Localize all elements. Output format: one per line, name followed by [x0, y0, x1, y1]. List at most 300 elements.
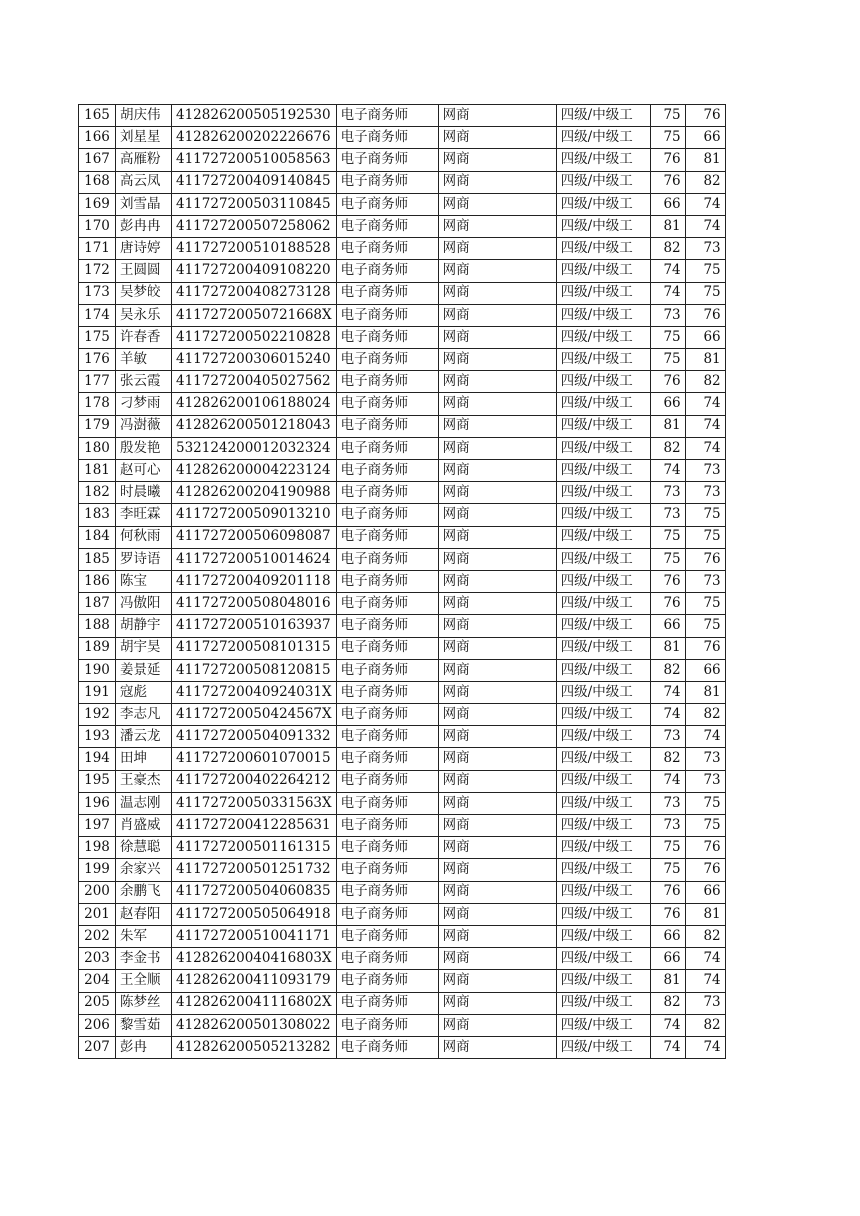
direction-cell: 网商 [438, 482, 556, 504]
level-cell: 四级/中级工 [556, 415, 650, 437]
table-row [79, 304, 726, 326]
row-number-cell: 193 [79, 726, 116, 748]
student-name-cell: 姜景延 [116, 659, 172, 681]
student-name-cell: 冯澍薇 [116, 415, 172, 437]
score-theory-cell: 74 [650, 770, 685, 792]
student-name-cell: 赵可心 [116, 460, 172, 482]
score-practice-cell: 74 [685, 193, 725, 215]
occupation-cell: 电子商务师 [336, 260, 438, 282]
level-cell: 四级/中级工 [556, 371, 650, 393]
score-theory-cell: 76 [650, 570, 685, 592]
student-name-cell: 刘星星 [116, 127, 172, 149]
score-theory-cell: 73 [650, 482, 685, 504]
table-row [79, 881, 726, 903]
score-theory-cell: 73 [650, 815, 685, 837]
direction-cell: 网商 [438, 992, 556, 1014]
row-number-cell: 186 [79, 570, 116, 592]
row-number-cell: 200 [79, 881, 116, 903]
row-number-cell: 181 [79, 460, 116, 482]
score-practice-cell: 82 [685, 704, 725, 726]
row-number-cell: 185 [79, 548, 116, 570]
occupation-cell: 电子商务师 [336, 770, 438, 792]
row-number-cell: 202 [79, 925, 116, 947]
row-number-cell: 171 [79, 238, 116, 260]
student-name-cell: 唐诗婷 [116, 238, 172, 260]
student-name-cell: 张云霞 [116, 371, 172, 393]
occupation-cell: 电子商务师 [336, 349, 438, 371]
occupation-cell: 电子商务师 [336, 526, 438, 548]
student-name-cell: 吴永乐 [116, 304, 172, 326]
score-theory-cell: 81 [650, 637, 685, 659]
row-number-cell: 199 [79, 859, 116, 881]
row-number-cell: 168 [79, 171, 116, 193]
direction-cell: 网商 [438, 171, 556, 193]
occupation-cell: 电子商务师 [336, 193, 438, 215]
occupation-cell: 电子商务师 [336, 815, 438, 837]
occupation-cell: 电子商务师 [336, 748, 438, 770]
row-number-cell: 201 [79, 903, 116, 925]
score-practice-cell: 66 [685, 881, 725, 903]
table-row [79, 970, 726, 992]
table-row [79, 1014, 726, 1036]
row-number-cell: 174 [79, 304, 116, 326]
id-number-cell: 411727200508048016 [172, 593, 337, 615]
score-theory-cell: 81 [650, 970, 685, 992]
row-number-cell: 205 [79, 992, 116, 1014]
score-theory-cell: 74 [650, 1014, 685, 1036]
id-number-cell: 411727200508101315 [172, 637, 337, 659]
score-theory-cell: 75 [650, 837, 685, 859]
level-cell: 四级/中级工 [556, 1014, 650, 1036]
occupation-cell: 电子商务师 [336, 681, 438, 703]
id-number-cell: 412826200204190988 [172, 482, 337, 504]
level-cell: 四级/中级工 [556, 1036, 650, 1058]
score-practice-cell: 75 [685, 260, 725, 282]
student-name-cell: 朱军 [116, 925, 172, 947]
direction-cell: 网商 [438, 304, 556, 326]
level-cell: 四级/中级工 [556, 149, 650, 171]
table-row [79, 149, 726, 171]
score-theory-cell: 82 [650, 238, 685, 260]
row-number-cell: 169 [79, 193, 116, 215]
occupation-cell: 电子商务师 [336, 215, 438, 237]
score-theory-cell: 82 [650, 748, 685, 770]
score-practice-cell: 76 [685, 105, 725, 127]
level-cell: 四级/中级工 [556, 659, 650, 681]
row-number-cell: 197 [79, 815, 116, 837]
table-row [79, 282, 726, 304]
score-theory-cell: 81 [650, 415, 685, 437]
id-number-cell: 411727200502210828 [172, 326, 337, 348]
id-number-cell: 411727200505064918 [172, 903, 337, 925]
direction-cell: 网商 [438, 948, 556, 970]
table-row [79, 504, 726, 526]
id-number-cell: 411727200508120815 [172, 659, 337, 681]
score-theory-cell: 75 [650, 526, 685, 548]
level-cell: 四级/中级工 [556, 326, 650, 348]
score-practice-cell: 76 [685, 304, 725, 326]
level-cell: 四级/中级工 [556, 881, 650, 903]
table-row [79, 837, 726, 859]
level-cell: 四级/中级工 [556, 215, 650, 237]
direction-cell: 网商 [438, 548, 556, 570]
student-name-cell: 余鹏飞 [116, 881, 172, 903]
table-row [79, 415, 726, 437]
direction-cell: 网商 [438, 393, 556, 415]
row-number-cell: 172 [79, 260, 116, 282]
id-number-cell: 41172720050424567X [172, 704, 337, 726]
level-cell: 四级/中级工 [556, 105, 650, 127]
occupation-cell: 电子商务师 [336, 881, 438, 903]
occupation-cell: 电子商务师 [336, 726, 438, 748]
score-theory-cell: 73 [650, 304, 685, 326]
direction-cell: 网商 [438, 437, 556, 459]
id-number-cell: 411727200601070015 [172, 748, 337, 770]
score-practice-cell: 73 [685, 460, 725, 482]
roster-table [78, 104, 726, 1059]
level-cell: 四级/中级工 [556, 127, 650, 149]
level-cell: 四级/中级工 [556, 193, 650, 215]
table-row [79, 659, 726, 681]
score-practice-cell: 76 [685, 637, 725, 659]
id-number-cell: 412826200106188024 [172, 393, 337, 415]
level-cell: 四级/中级工 [556, 349, 650, 371]
row-number-cell: 183 [79, 504, 116, 526]
student-name-cell: 何秋雨 [116, 526, 172, 548]
occupation-cell: 电子商务师 [336, 127, 438, 149]
id-number-cell: 41172720050331563X [172, 792, 337, 814]
occupation-cell: 电子商务师 [336, 304, 438, 326]
level-cell: 四级/中级工 [556, 792, 650, 814]
level-cell: 四级/中级工 [556, 903, 650, 925]
occupation-cell: 电子商务师 [336, 548, 438, 570]
score-theory-cell: 76 [650, 371, 685, 393]
direction-cell: 网商 [438, 282, 556, 304]
occupation-cell: 电子商务师 [336, 460, 438, 482]
score-theory-cell: 81 [650, 215, 685, 237]
id-number-cell: 412826200505192530 [172, 105, 337, 127]
direction-cell: 网商 [438, 726, 556, 748]
student-name-cell: 冯傲阳 [116, 593, 172, 615]
level-cell: 四级/中级工 [556, 570, 650, 592]
row-number-cell: 176 [79, 349, 116, 371]
row-number-cell: 165 [79, 105, 116, 127]
score-theory-cell: 73 [650, 792, 685, 814]
level-cell: 四级/中级工 [556, 704, 650, 726]
direction-cell: 网商 [438, 925, 556, 947]
table-row [79, 437, 726, 459]
score-practice-cell: 76 [685, 859, 725, 881]
score-theory-cell: 75 [650, 105, 685, 127]
direction-cell: 网商 [438, 415, 556, 437]
id-number-cell: 411727200409140845 [172, 171, 337, 193]
score-practice-cell: 74 [685, 437, 725, 459]
occupation-cell: 电子商务师 [336, 326, 438, 348]
student-name-cell: 李志凡 [116, 704, 172, 726]
score-theory-cell: 73 [650, 726, 685, 748]
score-theory-cell: 76 [650, 903, 685, 925]
id-number-cell: 412826200505213282 [172, 1036, 337, 1058]
row-number-cell: 175 [79, 326, 116, 348]
level-cell: 四级/中级工 [556, 482, 650, 504]
table-row [79, 615, 726, 637]
direction-cell: 网商 [438, 127, 556, 149]
direction-cell: 网商 [438, 881, 556, 903]
score-practice-cell: 76 [685, 548, 725, 570]
table-row [79, 792, 726, 814]
level-cell: 四级/中级工 [556, 615, 650, 637]
occupation-cell: 电子商务师 [336, 925, 438, 947]
score-theory-cell: 74 [650, 260, 685, 282]
student-name-cell: 王全顺 [116, 970, 172, 992]
score-practice-cell: 75 [685, 526, 725, 548]
score-theory-cell: 74 [650, 282, 685, 304]
id-number-cell: 411727200510058563 [172, 149, 337, 171]
student-name-cell: 许春香 [116, 326, 172, 348]
id-number-cell: 411727200405027562 [172, 371, 337, 393]
direction-cell: 网商 [438, 326, 556, 348]
table-row [79, 925, 726, 947]
table-row [79, 770, 726, 792]
occupation-cell: 电子商务师 [336, 903, 438, 925]
id-number-cell: 411727200504091332 [172, 726, 337, 748]
student-name-cell: 时晨曦 [116, 482, 172, 504]
table-row [79, 859, 726, 881]
table-row [79, 637, 726, 659]
table-row [79, 548, 726, 570]
score-theory-cell: 73 [650, 504, 685, 526]
occupation-cell: 电子商务师 [336, 570, 438, 592]
row-number-cell: 204 [79, 970, 116, 992]
occupation-cell: 电子商务师 [336, 171, 438, 193]
student-name-cell: 彭冉冉 [116, 215, 172, 237]
student-name-cell: 李旺霖 [116, 504, 172, 526]
level-cell: 四级/中级工 [556, 681, 650, 703]
table-row [79, 570, 726, 592]
occupation-cell: 电子商务师 [336, 238, 438, 260]
level-cell: 四级/中级工 [556, 992, 650, 1014]
row-number-cell: 196 [79, 792, 116, 814]
score-practice-cell: 73 [685, 770, 725, 792]
id-number-cell: 411727200409201118 [172, 570, 337, 592]
id-number-cell: 412826200202226676 [172, 127, 337, 149]
id-number-cell: 411727200507258062 [172, 215, 337, 237]
id-number-cell: 411727200510041171 [172, 925, 337, 947]
row-number-cell: 192 [79, 704, 116, 726]
row-number-cell: 203 [79, 948, 116, 970]
score-theory-cell: 75 [650, 548, 685, 570]
level-cell: 四级/中级工 [556, 282, 650, 304]
row-number-cell: 184 [79, 526, 116, 548]
row-number-cell: 178 [79, 393, 116, 415]
level-cell: 四级/中级工 [556, 504, 650, 526]
table-row [79, 127, 726, 149]
score-practice-cell: 66 [685, 127, 725, 149]
row-number-cell: 170 [79, 215, 116, 237]
score-practice-cell: 73 [685, 992, 725, 1014]
table-row [79, 948, 726, 970]
occupation-cell: 电子商务师 [336, 704, 438, 726]
occupation-cell: 电子商务师 [336, 659, 438, 681]
level-cell: 四级/中级工 [556, 970, 650, 992]
row-number-cell: 182 [79, 482, 116, 504]
direction-cell: 网商 [438, 681, 556, 703]
score-practice-cell: 74 [685, 393, 725, 415]
direction-cell: 网商 [438, 238, 556, 260]
level-cell: 四级/中级工 [556, 304, 650, 326]
level-cell: 四级/中级工 [556, 171, 650, 193]
occupation-cell: 电子商务师 [336, 593, 438, 615]
table-row [79, 215, 726, 237]
table-row [79, 726, 726, 748]
table-row [79, 105, 726, 127]
score-theory-cell: 76 [650, 881, 685, 903]
occupation-cell: 电子商务师 [336, 504, 438, 526]
student-name-cell: 彭冉 [116, 1036, 172, 1058]
level-cell: 四级/中级工 [556, 548, 650, 570]
score-practice-cell: 75 [685, 282, 725, 304]
id-number-cell: 412826200501218043 [172, 415, 337, 437]
score-practice-cell: 74 [685, 970, 725, 992]
id-number-cell: 532124200012032324 [172, 437, 337, 459]
student-name-cell: 刁梦雨 [116, 393, 172, 415]
direction-cell: 网商 [438, 837, 556, 859]
level-cell: 四级/中级工 [556, 526, 650, 548]
table-row [79, 903, 726, 925]
score-practice-cell: 75 [685, 504, 725, 526]
direction-cell: 网商 [438, 615, 556, 637]
score-theory-cell: 75 [650, 326, 685, 348]
table-row [79, 681, 726, 703]
student-name-cell: 王圆圆 [116, 260, 172, 282]
score-practice-cell: 75 [685, 815, 725, 837]
direction-cell: 网商 [438, 260, 556, 282]
student-name-cell: 徐慧聪 [116, 837, 172, 859]
student-name-cell: 赵春阳 [116, 903, 172, 925]
row-number-cell: 187 [79, 593, 116, 615]
occupation-cell: 电子商务师 [336, 393, 438, 415]
direction-cell: 网商 [438, 815, 556, 837]
score-practice-cell: 75 [685, 792, 725, 814]
table-row [79, 482, 726, 504]
occupation-cell: 电子商务师 [336, 837, 438, 859]
direction-cell: 网商 [438, 193, 556, 215]
id-number-cell: 41172720040924031X [172, 681, 337, 703]
level-cell: 四级/中级工 [556, 260, 650, 282]
student-name-cell: 高雁粉 [116, 149, 172, 171]
student-name-cell: 殷发艳 [116, 437, 172, 459]
direction-cell: 网商 [438, 149, 556, 171]
id-number-cell: 411727200306015240 [172, 349, 337, 371]
level-cell: 四级/中级工 [556, 437, 650, 459]
score-theory-cell: 66 [650, 393, 685, 415]
score-theory-cell: 66 [650, 193, 685, 215]
occupation-cell: 电子商务师 [336, 371, 438, 393]
direction-cell: 网商 [438, 748, 556, 770]
row-number-cell: 166 [79, 127, 116, 149]
score-practice-cell: 82 [685, 371, 725, 393]
level-cell: 四级/中级工 [556, 770, 650, 792]
score-theory-cell: 66 [650, 948, 685, 970]
direction-cell: 网商 [438, 970, 556, 992]
table-row [79, 992, 726, 1014]
student-name-cell: 王豪杰 [116, 770, 172, 792]
row-number-cell: 177 [79, 371, 116, 393]
row-number-cell: 173 [79, 282, 116, 304]
score-practice-cell: 82 [685, 925, 725, 947]
direction-cell: 网商 [438, 792, 556, 814]
table-row [79, 1036, 726, 1058]
direction-cell: 网商 [438, 859, 556, 881]
score-practice-cell: 81 [685, 681, 725, 703]
table-row [79, 171, 726, 193]
occupation-cell: 电子商务师 [336, 859, 438, 881]
table-row [79, 260, 726, 282]
id-number-cell: 411727200501161315 [172, 837, 337, 859]
direction-cell: 网商 [438, 637, 556, 659]
score-practice-cell: 66 [685, 326, 725, 348]
score-practice-cell: 81 [685, 349, 725, 371]
student-name-cell: 田坤 [116, 748, 172, 770]
direction-cell: 网商 [438, 704, 556, 726]
score-practice-cell: 82 [685, 171, 725, 193]
direction-cell: 网商 [438, 659, 556, 681]
level-cell: 四级/中级工 [556, 748, 650, 770]
id-number-cell: 41282620040416803X [172, 948, 337, 970]
direction-cell: 网商 [438, 770, 556, 792]
id-number-cell: 411727200510014624 [172, 548, 337, 570]
row-number-cell: 206 [79, 1014, 116, 1036]
row-number-cell: 180 [79, 437, 116, 459]
occupation-cell: 电子商务师 [336, 105, 438, 127]
score-practice-cell: 73 [685, 238, 725, 260]
occupation-cell: 电子商务师 [336, 1014, 438, 1036]
occupation-cell: 电子商务师 [336, 992, 438, 1014]
direction-cell: 网商 [438, 1014, 556, 1036]
level-cell: 四级/中级工 [556, 815, 650, 837]
score-practice-cell: 81 [685, 903, 725, 925]
student-name-cell: 潘云龙 [116, 726, 172, 748]
student-name-cell: 温志刚 [116, 792, 172, 814]
student-name-cell: 刘雪晶 [116, 193, 172, 215]
id-number-cell: 411727200501251732 [172, 859, 337, 881]
id-number-cell: 412826200501308022 [172, 1014, 337, 1036]
id-number-cell: 412826200411093179 [172, 970, 337, 992]
score-practice-cell: 74 [685, 415, 725, 437]
level-cell: 四级/中级工 [556, 238, 650, 260]
table-row [79, 326, 726, 348]
student-name-cell: 肖盛威 [116, 815, 172, 837]
score-theory-cell: 82 [650, 659, 685, 681]
occupation-cell: 电子商务师 [336, 970, 438, 992]
table-row [79, 193, 726, 215]
direction-cell: 网商 [438, 105, 556, 127]
row-number-cell: 195 [79, 770, 116, 792]
occupation-cell: 电子商务师 [336, 437, 438, 459]
score-theory-cell: 75 [650, 349, 685, 371]
row-number-cell: 207 [79, 1036, 116, 1058]
score-theory-cell: 82 [650, 992, 685, 1014]
score-theory-cell: 66 [650, 615, 685, 637]
student-name-cell: 李金书 [116, 948, 172, 970]
row-number-cell: 189 [79, 637, 116, 659]
score-practice-cell: 74 [685, 948, 725, 970]
score-theory-cell: 76 [650, 593, 685, 615]
direction-cell: 网商 [438, 215, 556, 237]
row-number-cell: 188 [79, 615, 116, 637]
student-name-cell: 胡庆伟 [116, 105, 172, 127]
level-cell: 四级/中级工 [556, 948, 650, 970]
